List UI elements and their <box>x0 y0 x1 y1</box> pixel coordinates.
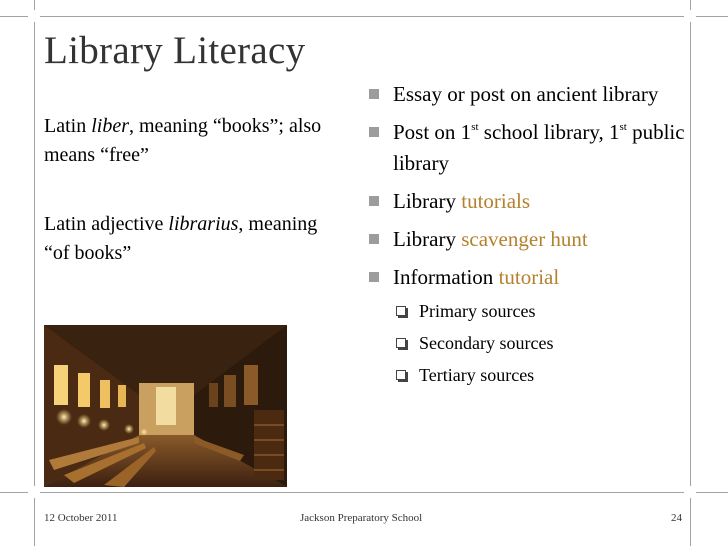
scavenger-hunt-link[interactable]: scavenger hunt <box>461 227 588 251</box>
frame-top-line <box>0 16 728 17</box>
sub-bullet-secondary: Secondary sources <box>393 327 687 359</box>
frame-left-line <box>34 0 35 546</box>
library-hall-photo <box>44 325 287 487</box>
frame-bottom-line <box>0 492 728 493</box>
footer-page-number: 24 <box>671 512 682 524</box>
bullet-list <box>367 79 687 398</box>
footer-school: Jackson Preparatory School <box>300 512 423 524</box>
latin-librarius-note: Latin adjective librarius, meaning “of books” <box>44 213 318 264</box>
sub-bullet-primary: Primary sources <box>393 295 687 327</box>
frame-corner <box>28 486 40 498</box>
frame-corner <box>684 10 696 22</box>
bullet-first-library: Post on 1st school library, 1st public library <box>367 117 687 179</box>
bullet-library-tutorials: Library tutorials <box>367 186 687 217</box>
frame-corner <box>684 486 696 498</box>
frame-corner <box>28 10 40 22</box>
information-tutorial-link[interactable]: tutorial <box>498 265 560 289</box>
source-types-list <box>393 295 687 391</box>
sub-bullet-tertiary: Tertiary sources <box>393 359 687 391</box>
footer-date: 12 October 2011 <box>44 512 118 524</box>
slide-title: Library Literacy <box>44 29 306 72</box>
bullet-information-tutorial: Information tutorial Primary sources Secondary sources Tertiary sources <box>367 262 687 391</box>
bullet-scavenger-hunt: Library scavenger hunt <box>367 224 687 255</box>
tutorials-link[interactable]: tutorials <box>461 189 531 213</box>
frame-right-line <box>690 0 691 546</box>
left-text-column <box>44 112 344 308</box>
bullet-ancient-library: Essay or post on ancient library <box>367 79 687 110</box>
latin-liber-note: Latin liber, meaning “books”; also means “free” <box>44 115 322 166</box>
